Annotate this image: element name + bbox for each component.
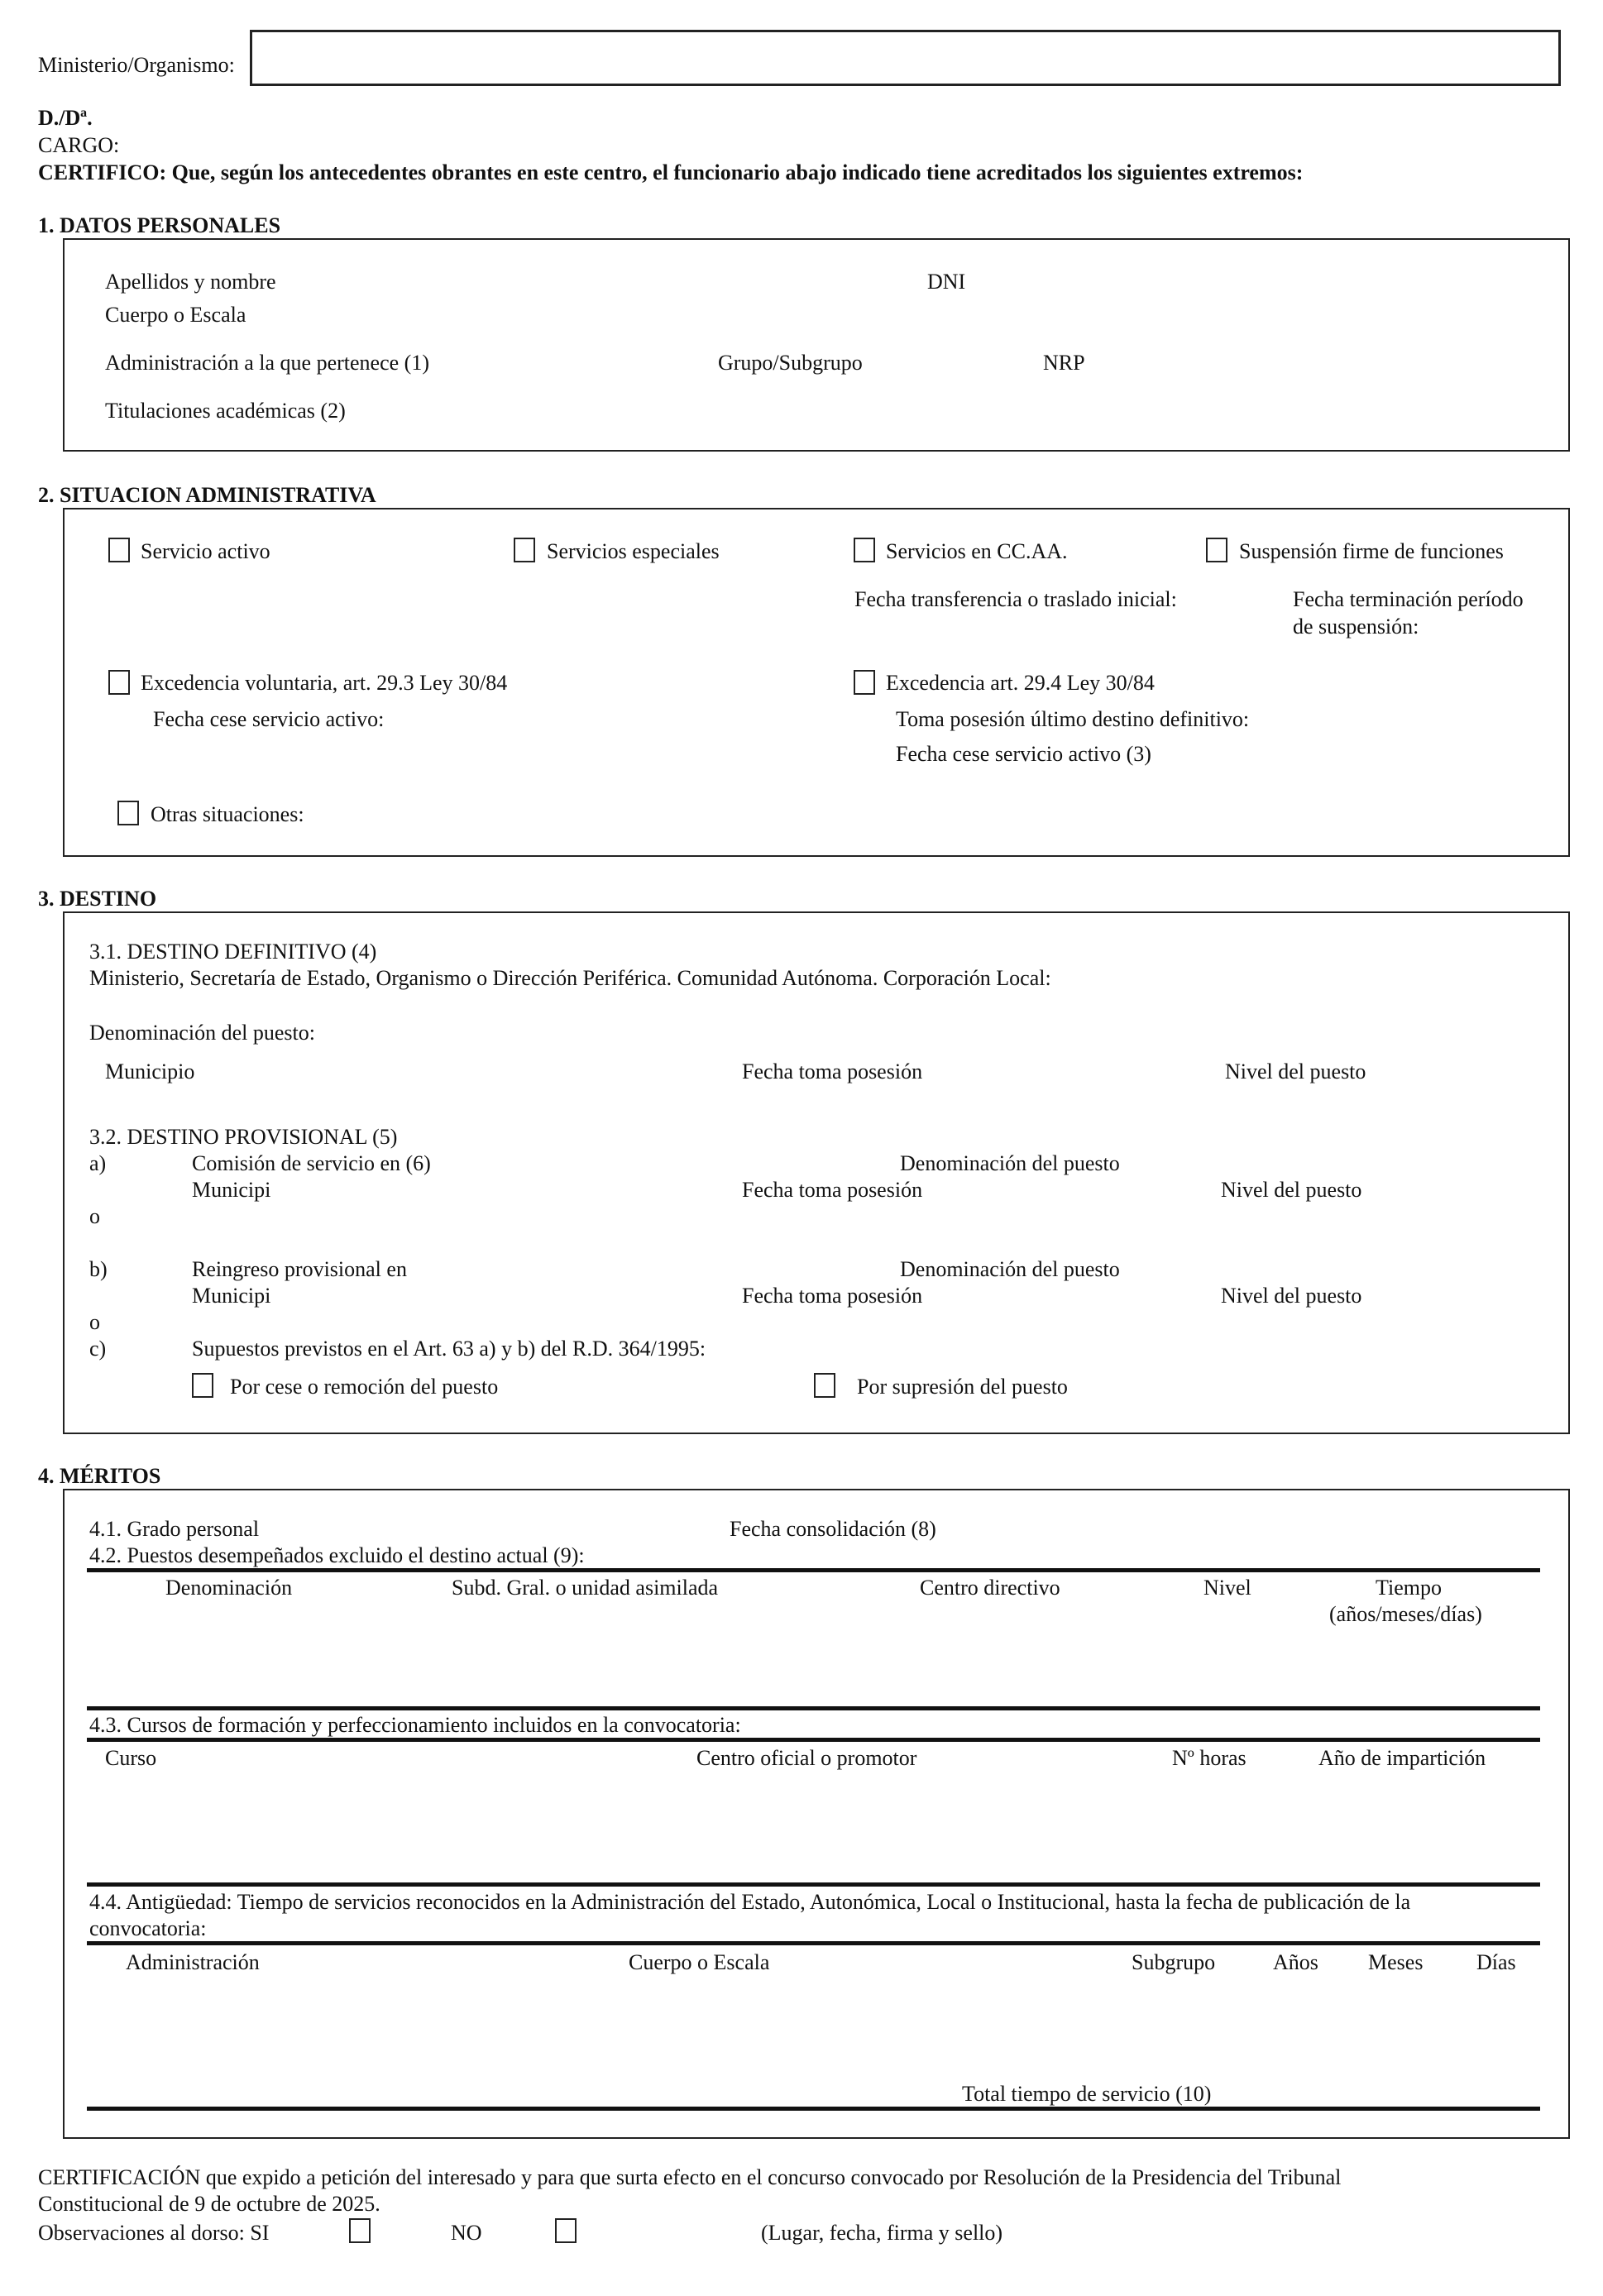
col-anos: Años bbox=[1273, 1950, 1318, 1974]
fecha-consolidacion-label: Fecha consolidación (8) bbox=[730, 1517, 936, 1541]
antiguedad-top-rule bbox=[87, 1941, 1540, 1945]
col-denominacion: Denominación bbox=[165, 1576, 293, 1600]
col-subd-gral: Subd. Gral. o unidad asimilada bbox=[452, 1576, 719, 1600]
nrp-label: NRP bbox=[1043, 351, 1085, 375]
destino-provisional-title: 3.2. DESTINO PROVISIONAL (5) bbox=[89, 1125, 398, 1149]
certifico-text: CERTIFICO: Que, según los antecedentes obrantes en este centro, el funcionario abajo indicado tiene acreditados los siguientes extremos: bbox=[38, 160, 1304, 184]
fecha-cese-label: Fecha cese servicio activo: bbox=[153, 707, 385, 731]
denominacion-puesto-label: Denominación del puesto: bbox=[89, 1021, 315, 1045]
titulaciones-label: Titulaciones académicas (2) bbox=[105, 399, 346, 423]
section-3-title: 3. DESTINO bbox=[38, 887, 157, 911]
ministry-label: Ministerio/Organismo: bbox=[38, 53, 235, 77]
fecha-transferencia-label: Fecha transferencia o traslado inicial: bbox=[854, 587, 1177, 611]
fecha-toma-posesion-label: Fecha toma posesión bbox=[742, 1060, 923, 1083]
cursos-top-rule bbox=[87, 1738, 1540, 1742]
servicios-especiales-checkbox[interactable] bbox=[514, 538, 535, 562]
destino-definitivo-ministerio: Ministerio, Secretaría de Estado, Organismo o Dirección Periférica. Comunidad Autónoma. Corporación Local: bbox=[89, 966, 1051, 990]
total-tiempo-label: Total tiempo de servicio (10) bbox=[962, 2082, 1212, 2106]
col-subgrupo: Subgrupo bbox=[1132, 1950, 1216, 1974]
a-denominacion-label: Denominación del puesto bbox=[900, 1151, 1120, 1175]
dni-label: DNI bbox=[927, 270, 966, 294]
b-denominacion-label: Denominación del puesto bbox=[900, 1257, 1120, 1281]
antiguedad-label-2: convocatoria: bbox=[89, 1916, 207, 1940]
col-curso: Curso bbox=[105, 1746, 157, 1770]
a-fecha-label: Fecha toma posesión bbox=[742, 1178, 923, 1202]
excedencia-voluntaria-checkbox[interactable] bbox=[108, 670, 130, 695]
toma-posesion-label: Toma posesión último destino definitivo: bbox=[896, 707, 1250, 731]
cese-remocion-checkbox[interactable] bbox=[192, 1373, 213, 1398]
certificacion-text-2: Constitucional de 9 de octubre de 2025. bbox=[38, 2192, 380, 2216]
ministry-input[interactable] bbox=[250, 30, 1561, 86]
col-horas: Nº horas bbox=[1172, 1746, 1247, 1770]
otras-situaciones-label: Otras situaciones: bbox=[151, 802, 304, 826]
grupo-label: Grupo/Subgrupo bbox=[718, 351, 863, 375]
suspension-checkbox[interactable] bbox=[1206, 538, 1227, 562]
servicio-activo-label: Servicio activo bbox=[141, 539, 270, 563]
option-a-marker: a) bbox=[89, 1151, 107, 1175]
antiguedad-label: 4.4. Antigüedad: Tiempo de servicios reconocidos en la Administración del Estado, Autonómica, Local o Institucional, hasta la fecha de publicación de la bbox=[89, 1890, 1411, 1914]
apellidos-label: Apellidos y nombre bbox=[105, 270, 276, 294]
servicios-ccaa-checkbox[interactable] bbox=[854, 538, 875, 562]
supresion-label: Por supresión del puesto bbox=[857, 1375, 1068, 1399]
col-tiempo-unit: (años/meses/días) bbox=[1329, 1602, 1482, 1626]
col-cuerpo-escala: Cuerpo o Escala bbox=[629, 1950, 770, 1974]
cargo-label: CARGO: bbox=[38, 133, 120, 157]
a-municipi-label: Municipi bbox=[192, 1178, 271, 1202]
puestos-bottom-rule bbox=[87, 1706, 1540, 1710]
grado-personal-label: 4.1. Grado personal bbox=[89, 1517, 260, 1541]
suspension-label: Suspensión firme de funciones bbox=[1239, 539, 1504, 563]
lugar-fecha-firma-label: (Lugar, fecha, firma y sello) bbox=[761, 2221, 1003, 2245]
puestos-desempenados-label: 4.2. Puestos desempeñados excluido el destino actual (9): bbox=[89, 1543, 585, 1567]
nivel-puesto-label: Nivel del puesto bbox=[1225, 1060, 1366, 1083]
col-centro-oficial: Centro oficial o promotor bbox=[696, 1746, 917, 1770]
servicio-activo-checkbox[interactable] bbox=[108, 538, 130, 562]
otras-situaciones-checkbox[interactable] bbox=[117, 801, 139, 825]
municipio-label: Municipio bbox=[105, 1060, 195, 1083]
col-centro-directivo: Centro directivo bbox=[920, 1576, 1060, 1600]
excedencia-294-label: Excedencia art. 29.4 Ley 30/84 bbox=[886, 671, 1155, 695]
observaciones-no-checkbox[interactable] bbox=[555, 2218, 577, 2243]
observaciones-si-checkbox[interactable] bbox=[349, 2218, 371, 2243]
or-separator-1: o bbox=[89, 1204, 100, 1228]
administracion-label: Administración a la que pertenece (1) bbox=[105, 351, 429, 375]
certificacion-text: CERTIFICACIÓN que expido a petición del interesado y para que surta efecto en el concurso convocado por Resolución de la Presidencia del Tribunal bbox=[38, 2165, 1342, 2189]
comision-servicio-label: Comisión de servicio en (6) bbox=[192, 1151, 431, 1175]
cursos-bottom-rule bbox=[87, 1882, 1540, 1887]
servicios-especiales-label: Servicios especiales bbox=[547, 539, 720, 563]
observaciones-no-label: NO bbox=[451, 2221, 482, 2245]
col-meses: Meses bbox=[1368, 1950, 1424, 1974]
fecha-terminacion-label-2: de suspensión: bbox=[1293, 615, 1419, 639]
col-ano-imparticion: Año de impartición bbox=[1318, 1746, 1486, 1770]
destino-definitivo-title: 3.1. DESTINO DEFINITIVO (4) bbox=[89, 940, 377, 964]
b-fecha-label: Fecha toma posesión bbox=[742, 1284, 923, 1308]
supuestos-label: Supuestos previstos en el Art. 63 a) y b) del R.D. 364/1995: bbox=[192, 1337, 706, 1361]
col-dias: Días bbox=[1476, 1950, 1516, 1974]
fecha-terminacion-label: Fecha terminación período bbox=[1293, 587, 1524, 611]
section-4-title: 4. MÉRITOS bbox=[38, 1464, 161, 1488]
antiguedad-bottom-rule bbox=[87, 2107, 1540, 2111]
section-1-title: 1. DATOS PERSONALES bbox=[38, 213, 281, 237]
cese-remocion-label: Por cese o remoción del puesto bbox=[230, 1375, 499, 1399]
col-tiempo: Tiempo bbox=[1376, 1576, 1442, 1600]
option-c-marker: c) bbox=[89, 1337, 107, 1361]
b-nivel-label: Nivel del puesto bbox=[1221, 1284, 1362, 1308]
a-nivel-label: Nivel del puesto bbox=[1221, 1178, 1362, 1202]
fecha-cese-3-label: Fecha cese servicio activo (3) bbox=[896, 742, 1151, 766]
reingreso-label: Reingreso provisional en bbox=[192, 1257, 407, 1281]
excedencia-294-checkbox[interactable] bbox=[854, 670, 875, 695]
option-b-marker: b) bbox=[89, 1257, 108, 1281]
puestos-top-rule bbox=[87, 1568, 1540, 1572]
excedencia-voluntaria-label: Excedencia voluntaria, art. 29.3 Ley 30/84 bbox=[141, 671, 508, 695]
b-municipi-label: Municipi bbox=[192, 1284, 271, 1308]
or-separator-2: o bbox=[89, 1310, 100, 1334]
servicios-ccaa-label: Servicios en CC.AA. bbox=[886, 539, 1068, 563]
dd-label: D./Dª. bbox=[38, 106, 93, 130]
col-nivel: Nivel bbox=[1203, 1576, 1251, 1600]
cursos-label: 4.3. Cursos de formación y perfeccionamiento incluidos en la convocatoria: bbox=[89, 1713, 741, 1737]
observaciones-label: Observaciones al dorso: SI bbox=[38, 2221, 270, 2245]
cuerpo-label: Cuerpo o Escala bbox=[105, 303, 246, 327]
supresion-checkbox[interactable] bbox=[814, 1373, 835, 1398]
col-administracion: Administración bbox=[126, 1950, 260, 1974]
section-2-title: 2. SITUACION ADMINISTRATIVA bbox=[38, 483, 376, 507]
